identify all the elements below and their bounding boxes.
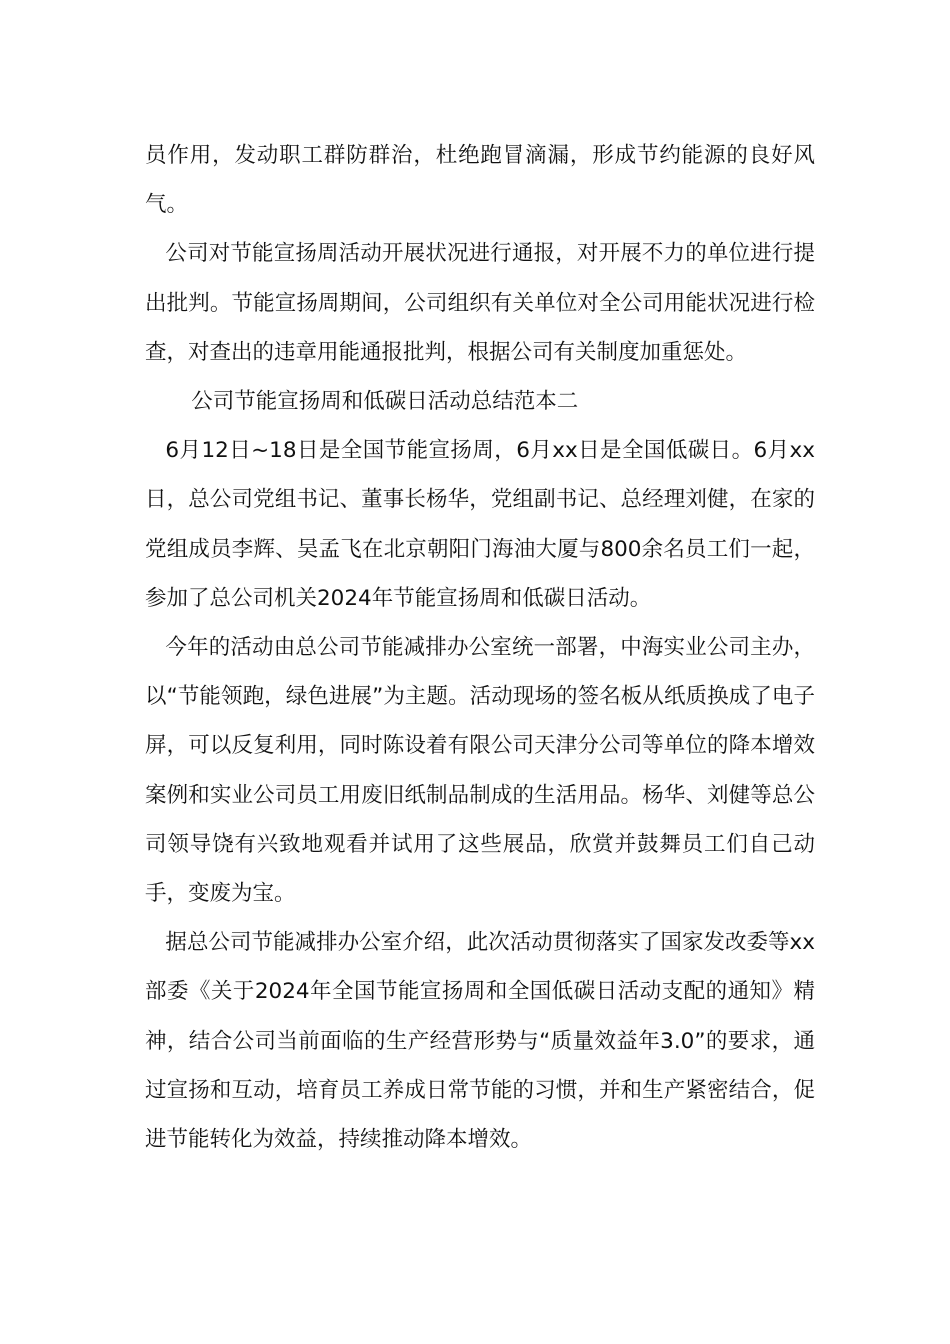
paragraph-energy-report: 公司对节能宣扬周活动开展状况进行通报，对开展不力的单位进行提出批判。节能宣扬周期间，公司组织有关单位对全公司用能状况进行检查，对查出的违章用能通报批判，根据公司有关制度加重惩处。 — [145, 241, 815, 365]
section-heading: 公司节能宣扬周和低碳日活动总结范本二 — [191, 389, 579, 415]
paragraph-event-intro: 6月12日~18日是全国节能宣扬周，6月xx日是全国低碳日。6月xx日，总公司党组书记、董事长杨华，党组副书记、总经理刘健，在家的党组成员李辉、吴孟飞在北京朝阳门海油大厦与800余名员工们一起，参加了总公司机关2024年节能宣扬周和低碳日活动。 — [145, 438, 815, 611]
paragraph-continuation: 员作用，发动职工群防群治，杜绝跑冒滴漏，形成节约能源的良好风气。 — [145, 143, 815, 218]
paragraph-event-purpose: 据总公司节能减排办公室介绍，此次活动贯彻落实了国家发改委等xx部委《关于2024年全国节能宣扬周和全国低碳日活动支配的通知》精神，结合公司当前面临的生产经营形势与“质量效益年3.0”的要求，通过宣扬和互动，培育员工养成日常节能的习惯，并和生产紧密结合，促进节能转化为效益，持续推动降本增效。 — [145, 930, 815, 1153]
paragraph-event-details: 今年的活动由总公司节能减排办公室统一部署，中海实业公司主办，以“节能领跑，绿色进展”为主题。活动现场的签名板从纸质换成了电子屏，可以反复利用，同时陈设着有限公司天津分公司等单位的降本增效案例和实业公司员工用废旧纸制品制成的生活用品。杨华、刘健等总公司领导饶有兴致地观看并试用了这些展品，欣赏并鼓舞员工们自己动手，变废为宝。 — [145, 635, 815, 907]
document-body — [145, 131, 815, 1164]
